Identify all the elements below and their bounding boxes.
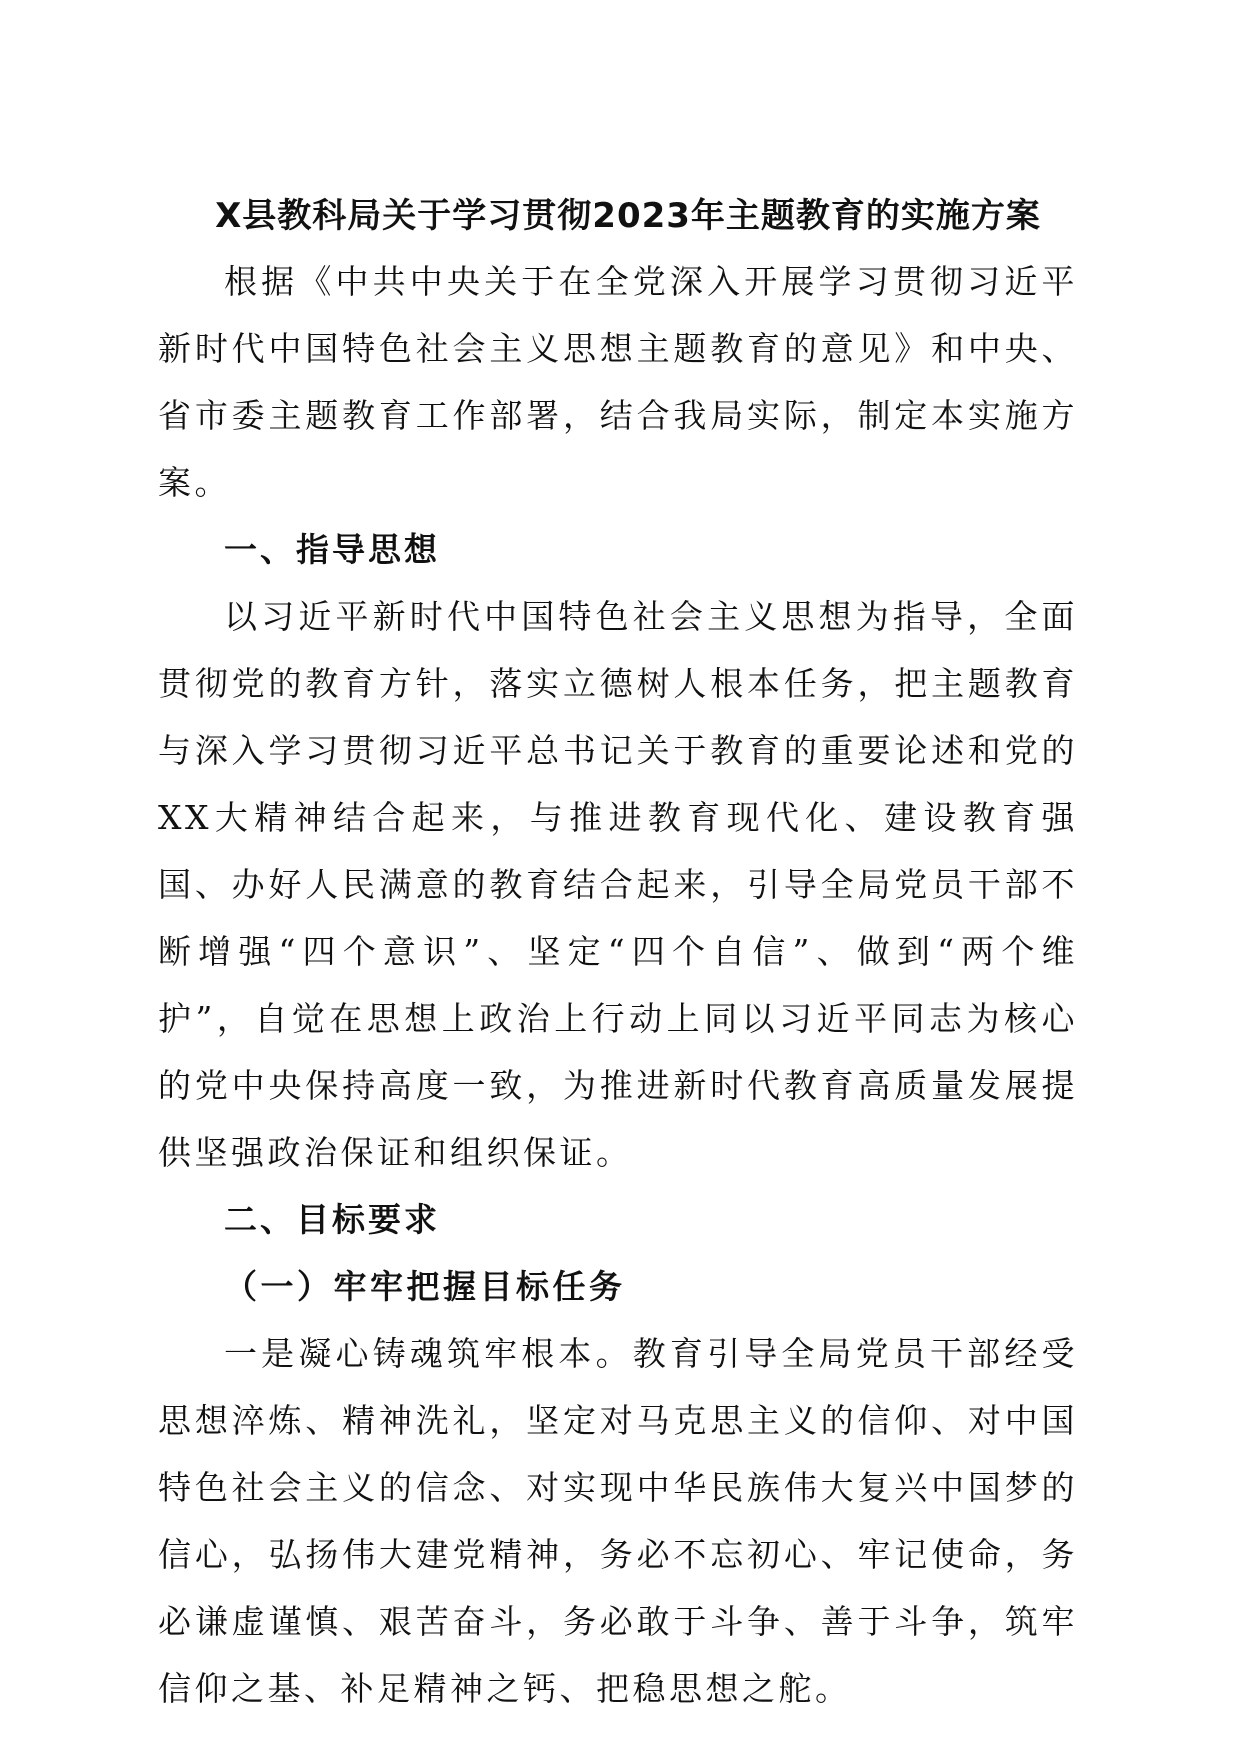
document-title: X县教科局关于学习贯彻2023年主题教育的实施方案 [215, 196, 1041, 236]
subsection-heading-tasks: （一）牢牢把握目标任务 [224, 1267, 626, 1306]
section-heading-goals: 二、目标要求 [224, 1200, 440, 1239]
intro-paragraph: 根据《中共中央关于在全党深入开展学习贯彻习近平新时代中国特色社会主义思想主题教育的意见》和中央、省市委主题教育工作部署，结合我局实际，制定本实施方案。 [158, 262, 1078, 502]
section-heading-guiding-ideology: 一、指导思想 [224, 530, 440, 569]
document-body [158, 188, 1078, 1722]
tasks-paragraph: 一是凝心铸魂筑牢根本。教育引导全局党员干部经受思想淬炼、精神洗礼，坚定对马克思主义的信仰、对中国特色社会主义的信念、对实现中华民族伟大复兴中国梦的信心，弘扬伟大建党精神，务必不忘初心、牢记使命，务必谦虚谨慎、艰苦奋斗，务必敢于斗争、善于斗争，筑牢信仰之基、补足精神之钙、把稳思想之舵。 [158, 1334, 1078, 1708]
guiding-ideology-paragraph: 以习近平新时代中国特色社会主义思想为指导，全面贯彻党的教育方针，落实立德树人根本任务，把主题教育与深入学习贯彻习近平总书记关于教育的重要论述和党的XX大精神结合起来，与推进教育现代化、建设教育强国、办好人民满意的教育结合起来，引导全局党员干部不断增强“四个意识”、坚定“四个自信”、做到“两个维护”，自觉在思想上政治上行动上同以习近平同志为核心的党中央保持高度一致，为推进新时代教育高质量发展提供坚强政治保证和组织保证。 [158, 597, 1078, 1172]
